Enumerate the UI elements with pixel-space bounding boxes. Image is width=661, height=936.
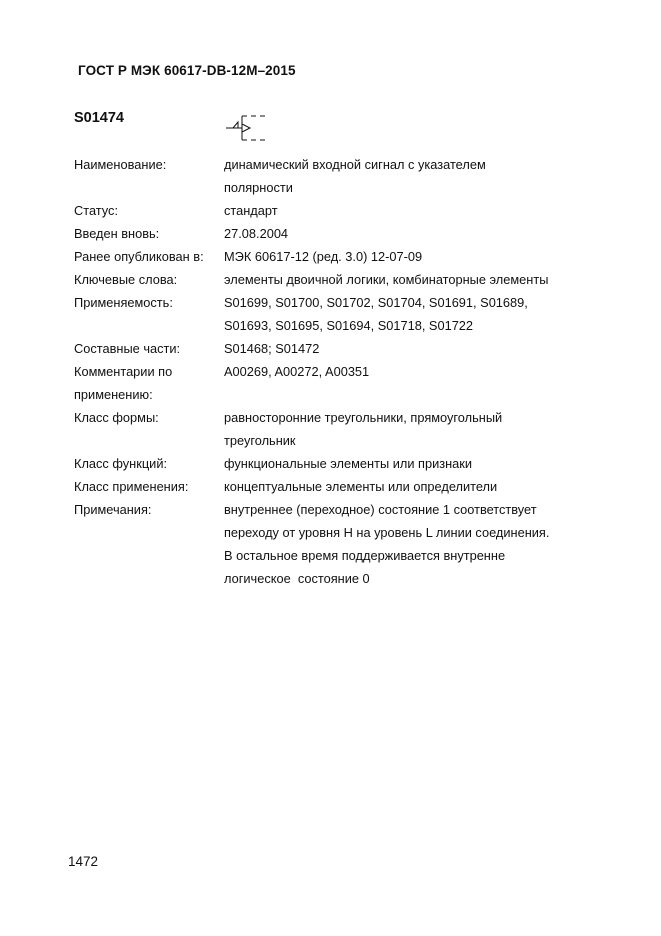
value-line: S01468; S01472 xyxy=(224,341,320,356)
row-applicability xyxy=(74,291,594,337)
label-shape-class: Класс формы: xyxy=(74,410,159,425)
value-line: A00269, A00272, A00351 xyxy=(224,364,370,379)
row-name xyxy=(74,153,594,199)
value-line: 27.08.2004 xyxy=(224,226,289,241)
value-introduced xyxy=(224,222,594,245)
label-application-class: Класс применения: xyxy=(74,479,189,494)
row-shape-class xyxy=(74,406,594,452)
value-keywords xyxy=(224,268,594,291)
row-status xyxy=(74,199,594,222)
value-line: стандарт xyxy=(224,203,278,218)
value-notes xyxy=(224,498,594,590)
row-introduced xyxy=(74,222,594,245)
value-function-class xyxy=(224,452,594,475)
attribute-table xyxy=(74,153,594,590)
value-line: переходу от уровня H на уровень L линии соединения. xyxy=(224,525,550,540)
label-components: Составные части: xyxy=(74,341,181,356)
value-line: В остальное время поддерживается внутренне xyxy=(224,548,506,563)
value-line: внутреннее (переходное) состояние 1 соответствует xyxy=(224,502,537,517)
row-usage-comments xyxy=(74,360,594,406)
value-line: логическое состояние 0 xyxy=(224,571,370,586)
label-function-class: Класс функций: xyxy=(74,456,168,471)
label-usage-comments: Комментарии по применению: xyxy=(74,364,173,402)
value-line: полярности xyxy=(224,180,293,195)
label-status: Статус: xyxy=(74,203,119,218)
label-previously-published: Ранее опубликован в: xyxy=(74,249,204,264)
label-notes: Примечания: xyxy=(74,502,152,517)
value-shape-class xyxy=(224,406,594,452)
label-applicability: Применяемость: xyxy=(74,295,173,310)
value-line: треугольник xyxy=(224,433,296,448)
document-header: ГОСТ Р МЭК 60617-DB-12M–2015 xyxy=(78,63,296,78)
label-introduced: Введен вновь: xyxy=(74,226,160,241)
row-components xyxy=(74,337,594,360)
value-line: динамический входной сигнал с указателем xyxy=(224,157,486,172)
value-status xyxy=(224,199,594,222)
value-line: концептуальные элементы или определители xyxy=(224,479,498,494)
row-keywords xyxy=(74,268,594,291)
symbol-code: S01474 xyxy=(74,110,124,126)
row-application-class xyxy=(74,475,594,498)
dynamic-input-polarity-indicator-symbol-icon xyxy=(224,112,272,144)
value-line: функциональные элементы или признаки xyxy=(224,456,473,471)
row-function-class xyxy=(74,452,594,475)
page-number: 1472 xyxy=(68,854,99,869)
value-line: МЭК 60617-12 (ред. 3.0) 12-07-09 xyxy=(224,249,423,264)
value-line: S01693, S01695, S01694, S01718, S01722 xyxy=(224,318,474,333)
row-previously-published xyxy=(74,245,594,268)
value-previously-published xyxy=(224,245,594,268)
value-line: элементы двоичной логики, комбинаторные элементы xyxy=(224,272,549,287)
value-name xyxy=(224,153,594,199)
label-keywords: Ключевые слова: xyxy=(74,272,178,287)
value-line: равносторонние треугольники, прямоугольный xyxy=(224,410,503,425)
row-notes xyxy=(74,498,594,590)
label-name: Наименование: xyxy=(74,157,167,172)
value-usage-comments xyxy=(224,360,594,406)
value-components xyxy=(224,337,594,360)
value-applicability xyxy=(224,291,594,337)
value-application-class xyxy=(224,475,594,498)
value-line: S01699, S01700, S01702, S01704, S01691, S01689, xyxy=(224,295,528,310)
